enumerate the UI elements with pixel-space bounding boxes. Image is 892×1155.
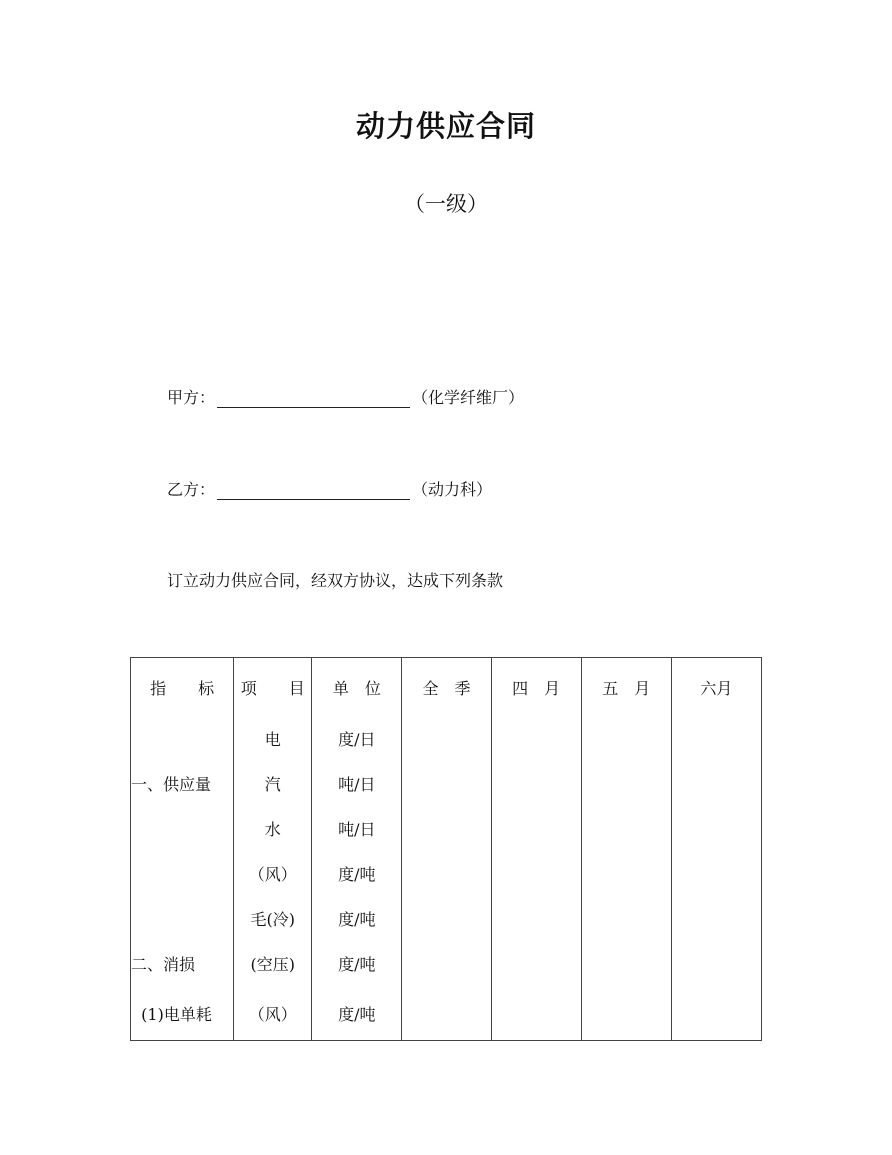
cell-item: （风） [234, 851, 312, 896]
table-header-row [131, 658, 762, 717]
cell-unit: 度/日 [312, 716, 402, 761]
party-b-label: 乙方： [167, 480, 216, 499]
party-a-label: 甲方： [167, 388, 216, 407]
cell-unit: 度/吨 [312, 896, 402, 941]
header-indicator: 指 标 [131, 658, 234, 717]
header-quarter: 全 季 [402, 658, 491, 717]
cell-may[interactable] [581, 851, 671, 896]
cell-unit: 度/吨 [312, 986, 402, 1041]
cell-item: （风） [234, 986, 312, 1041]
party-a-note: （化学纤维厂） [412, 388, 525, 407]
cell-quarter[interactable] [402, 716, 491, 761]
party-a-blank[interactable] [217, 389, 410, 408]
cell-indicator [131, 716, 234, 761]
cell-june[interactable] [671, 716, 761, 761]
cell-unit: 吨/日 [312, 806, 402, 851]
header-april: 四 月 [491, 658, 581, 717]
party-b-line [167, 477, 492, 500]
header-unit: 单 位 [312, 658, 402, 717]
cell-unit: 度/吨 [312, 941, 402, 986]
cell-may[interactable] [581, 896, 671, 941]
cell-april[interactable] [491, 851, 581, 896]
cell-may[interactable] [581, 806, 671, 851]
cell-april[interactable] [491, 806, 581, 851]
cell-item: (空压) [234, 941, 312, 986]
cell-april[interactable] [491, 896, 581, 941]
table-row [131, 806, 762, 851]
cell-may[interactable] [581, 761, 671, 806]
header-may: 五 月 [581, 658, 671, 717]
cell-quarter[interactable] [402, 896, 491, 941]
table-row [131, 851, 762, 896]
cell-april[interactable] [491, 941, 581, 986]
cell-april[interactable] [491, 986, 581, 1041]
intro-text: 订立动力供应合同，经双方协议，达成下列条款 [167, 571, 504, 590]
cell-indicator [131, 851, 234, 896]
table-row [131, 761, 762, 806]
document-title: 动力供应合同 [355, 109, 536, 143]
cell-june[interactable] [671, 806, 761, 851]
cell-june[interactable] [671, 986, 761, 1041]
cell-unit: 度/吨 [312, 851, 402, 896]
cell-april[interactable] [491, 716, 581, 761]
supply-table [130, 657, 762, 1041]
table-row [131, 941, 762, 986]
cell-item: 电 [234, 716, 312, 761]
table-row [131, 716, 762, 761]
cell-indicator: 二、消损 [131, 941, 234, 986]
cell-indicator [131, 806, 234, 851]
table-row [131, 986, 762, 1041]
cell-june[interactable] [671, 896, 761, 941]
cell-quarter[interactable] [402, 941, 491, 986]
cell-may[interactable] [581, 716, 671, 761]
cell-may[interactable] [581, 986, 671, 1041]
cell-quarter[interactable] [402, 986, 491, 1041]
document-subtitle: （一级） [404, 192, 488, 216]
cell-quarter[interactable] [402, 761, 491, 806]
party-b-note: （动力科） [412, 480, 493, 499]
cell-indicator: (1)电单耗 [131, 986, 234, 1041]
cell-item: 毛(冷) [234, 896, 312, 941]
party-b-blank[interactable] [217, 481, 410, 500]
cell-quarter[interactable] [402, 851, 491, 896]
table-row [131, 896, 762, 941]
party-a-line [167, 385, 524, 408]
cell-unit: 吨/日 [312, 761, 402, 806]
cell-april[interactable] [491, 761, 581, 806]
cell-quarter[interactable] [402, 806, 491, 851]
cell-may[interactable] [581, 941, 671, 986]
cell-item: 水 [234, 806, 312, 851]
cell-item: 汽 [234, 761, 312, 806]
cell-indicator [131, 896, 234, 941]
header-item: 项 目 [234, 658, 312, 717]
header-june: 六月 [671, 658, 761, 717]
cell-june[interactable] [671, 761, 761, 806]
cell-june[interactable] [671, 941, 761, 986]
cell-indicator: 一、供应量 [131, 761, 234, 806]
cell-june[interactable] [671, 851, 761, 896]
